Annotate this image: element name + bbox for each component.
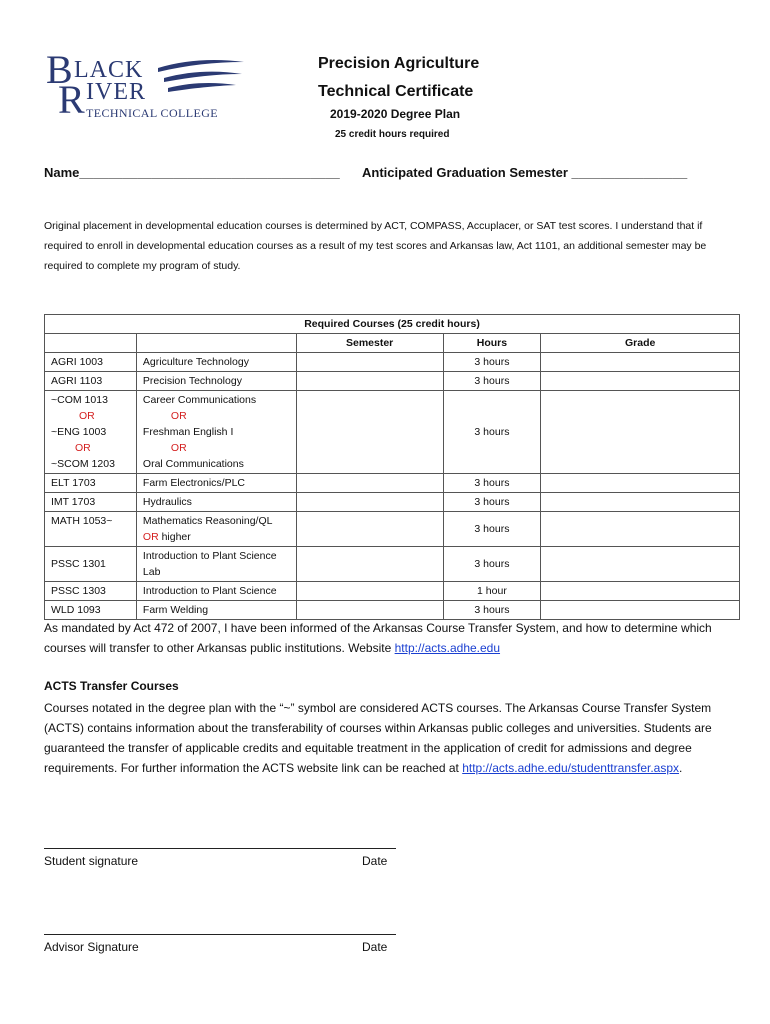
grade-cell[interactable] — [541, 474, 740, 493]
logo-letter-b: B — [46, 47, 73, 92]
grade-cell[interactable] — [541, 372, 740, 391]
advisor-signature-line[interactable] — [44, 934, 396, 935]
course-hours: 3 hours — [443, 601, 541, 620]
semester-cell[interactable] — [296, 353, 443, 372]
grade-cell[interactable] — [541, 391, 740, 474]
mandate-text: As mandated by Act 472 of 2007, I have been informed of the Arkansas Course Transfer System, and how to determine which courses will transfer to other Arkansas public institutions. Website — [44, 621, 712, 655]
table-row — [45, 547, 740, 582]
course-hours: 3 hours — [443, 372, 541, 391]
course-code-eng: ~ENG 1003 — [51, 426, 107, 438]
mandate-paragraph — [44, 618, 734, 658]
course-title: Agriculture Technology — [136, 353, 296, 372]
acts-text: Courses notated in the degree plan with the “~” symbol are considered ACTS courses. The Arkansas Course Transfer System (ACTS) contains information about the transferability of courses within Arkansas public colleges and universities. Students are guaranteed the transfer of applicable credits and equitable treatment in the application of credit for admissions and degree requirements. For further information the ACTS website link can be reached at — [44, 701, 712, 775]
table-row — [45, 493, 740, 512]
header-semester: Semester — [296, 334, 443, 353]
course-title-career: Career Communications — [142, 394, 257, 406]
table-row — [45, 353, 740, 372]
course-code-scom: ~SCOM 1203 — [51, 458, 115, 470]
semester-cell[interactable] — [296, 474, 443, 493]
logo-iver: IVER — [86, 79, 146, 105]
course-code: WLD 1093 — [45, 601, 137, 620]
course-title: Hydraulics — [136, 493, 296, 512]
graduation-semester-field[interactable]: Anticipated Graduation Semester ________________ — [362, 165, 688, 180]
grade-cell[interactable] — [541, 512, 740, 547]
semester-cell[interactable] — [296, 493, 443, 512]
course-title — [136, 391, 296, 474]
semester-cell[interactable] — [296, 391, 443, 474]
or-label: OR — [170, 442, 187, 454]
semester-cell[interactable] — [296, 372, 443, 391]
table-row — [45, 391, 740, 474]
acts-paragraph — [44, 698, 734, 778]
table-caption: Required Courses (25 credit hours) — [45, 315, 740, 334]
or-label: OR — [170, 410, 187, 422]
student-transfer-link[interactable]: http://acts.adhe.edu/studenttransfer.aspx — [462, 761, 680, 775]
course-title: Farm Electronics/PLC — [136, 474, 296, 493]
acts-heading: ACTS Transfer Courses — [44, 679, 179, 693]
page-title — [318, 50, 479, 106]
course-code: MATH 1053~ — [45, 512, 137, 547]
table-row — [45, 372, 740, 391]
student-signature-label: Student signature — [44, 854, 139, 868]
course-code: ELT 1703 — [45, 474, 137, 493]
course-hours: 3 hours — [443, 474, 541, 493]
advisor-signature-label: Advisor Signature — [44, 940, 139, 954]
course-title: Introduction to Plant Science Lab — [136, 547, 296, 582]
logo-technical-college: TECHNICAL COLLEGE — [86, 106, 219, 120]
grade-cell[interactable] — [541, 353, 740, 372]
logo-lack: LACK — [74, 57, 144, 83]
table-row — [45, 512, 740, 547]
title-line-2: Technical Certificate — [318, 83, 474, 100]
course-hours: 3 hours — [443, 391, 541, 474]
grade-cell[interactable] — [541, 547, 740, 582]
degree-plan-subtitle: 2019-2020 Degree Plan — [330, 107, 461, 121]
student-date-label: Date — [362, 854, 388, 868]
logo-letter-r: R — [58, 77, 85, 122]
course-code: PSSC 1303 — [45, 582, 137, 601]
course-hours: 1 hour — [443, 582, 541, 601]
course-hours: 3 hours — [443, 353, 541, 372]
table-row — [45, 601, 740, 620]
course-title — [136, 512, 296, 547]
course-code: PSSC 1301 — [45, 547, 137, 582]
semester-cell[interactable] — [296, 601, 443, 620]
placement-notice: Original placement in developmental education courses is determined by ACT, COMPASS, Accuplacer, or SAT test scores. I understand that if required to enroll in developmental education courses as a result of my test scores and Arkansas law, Act 1101, an additional semester may be required to complete my program of study. — [44, 220, 707, 272]
course-title-math: Mathematics Reasoning/QL — [142, 515, 273, 527]
course-hours: 3 hours — [443, 547, 541, 582]
table-row — [45, 582, 740, 601]
grade-cell[interactable] — [541, 582, 740, 601]
course-title: Introduction to Plant Science — [136, 582, 296, 601]
higher-label: higher — [158, 531, 191, 543]
header-code-cell — [45, 334, 137, 353]
semester-cell[interactable] — [296, 582, 443, 601]
or-label: OR — [79, 410, 95, 422]
acts-website-link[interactable]: http://acts.adhe.edu — [394, 641, 501, 655]
student-signature-line[interactable] — [44, 848, 396, 849]
acts-period: . — [679, 761, 683, 775]
course-hours: 3 hours — [443, 493, 541, 512]
course-code: AGRI 1003 — [45, 353, 137, 372]
table-row — [45, 474, 740, 493]
course-hours: 3 hours — [443, 512, 541, 547]
grade-cell[interactable] — [541, 493, 740, 512]
course-title-english: Freshman English I — [142, 426, 234, 438]
course-title: Farm Welding — [136, 601, 296, 620]
or-higher — [143, 529, 290, 545]
course-code — [45, 391, 137, 474]
grade-cell[interactable] — [541, 601, 740, 620]
college-logo — [44, 47, 249, 125]
title-line-1: Precision Agriculture — [318, 55, 480, 72]
course-title-oral: Oral Communications — [142, 458, 244, 470]
semester-cell[interactable] — [296, 512, 443, 547]
logo-swoosh-icon — [154, 54, 246, 106]
name-field[interactable]: Name____________________________________ — [44, 165, 340, 180]
or-label: OR — [142, 531, 159, 543]
credits-required: 25 credit hours required — [335, 129, 450, 140]
header-grade: Grade — [541, 334, 740, 353]
required-courses-table — [44, 314, 740, 620]
course-code-com: ~COM 1013 — [51, 394, 108, 406]
advisor-date-label: Date — [362, 940, 388, 954]
course-code: IMT 1703 — [45, 493, 137, 512]
header-title-cell — [136, 334, 296, 353]
semester-cell[interactable] — [296, 547, 443, 582]
course-code: AGRI 1103 — [45, 372, 137, 391]
header-hours: Hours — [443, 334, 541, 353]
or-label: OR — [75, 442, 91, 454]
course-title: Precision Technology — [136, 372, 296, 391]
